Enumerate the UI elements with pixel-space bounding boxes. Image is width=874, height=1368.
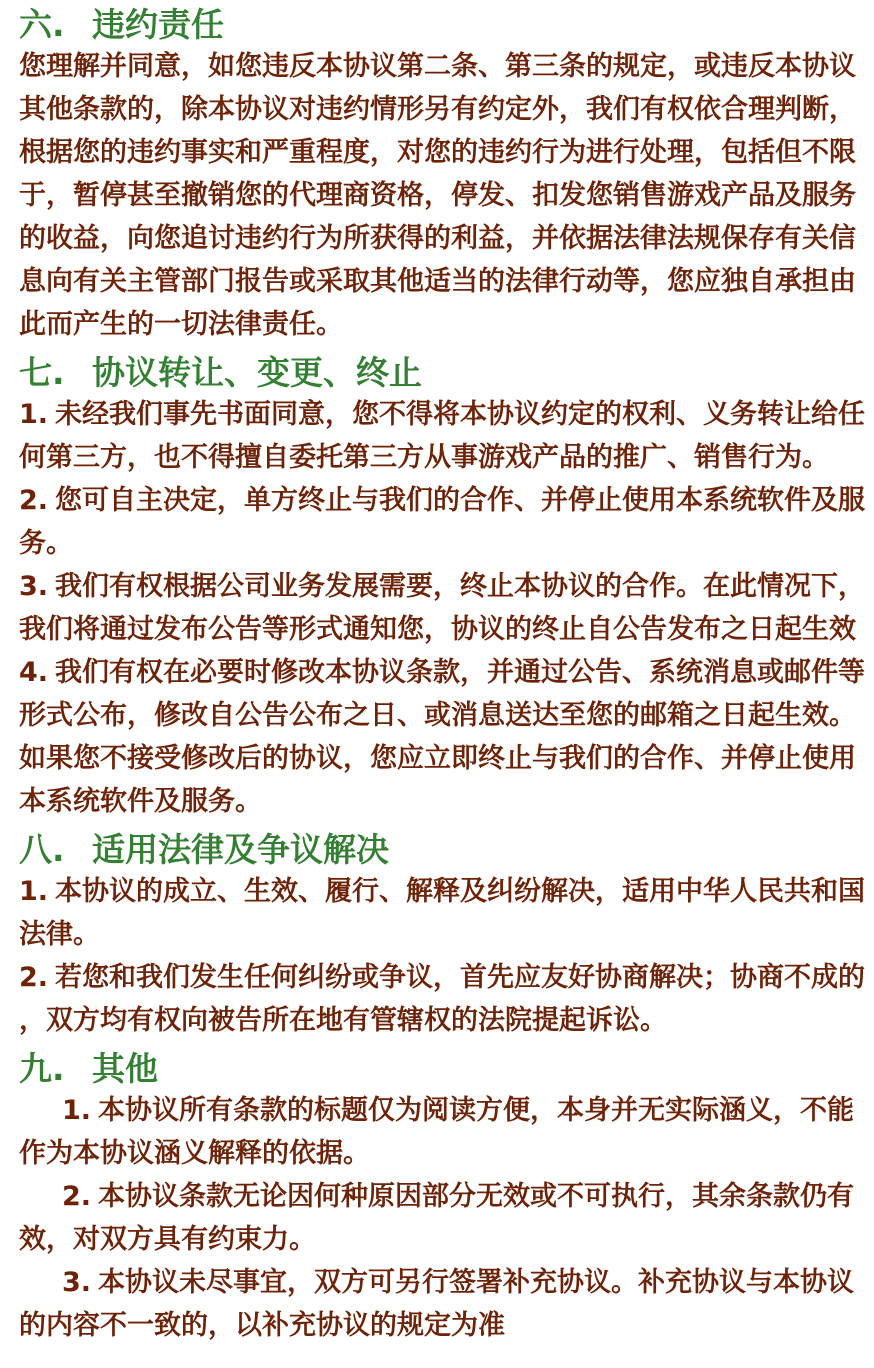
numbered-item — [19, 1261, 866, 1347]
line-text: 本协议所有条款的标题仅为阅读方便，本身并无实际涵义，不能 — [98, 1095, 854, 1126]
text-line: ，双方均有权向被告所在地有管辖权的法院提起诉讼。 — [19, 1005, 667, 1036]
section-heading — [19, 1049, 866, 1089]
text-line — [19, 1261, 866, 1304]
text-line — [19, 956, 866, 999]
text-line: 作为本协议涵义解释的依据。 — [19, 1138, 370, 1169]
numbered-item — [19, 956, 866, 1042]
section-title: 违约责任 — [92, 5, 224, 44]
text-line: 何第三方，也不得擅自委托第三方从事游戏产品的推广、销售行为。 — [19, 442, 829, 473]
section-heading — [19, 5, 866, 45]
text-line: 如果您不接受修改后的协议，您应立即终止与我们的合作、并停止使用 — [19, 743, 856, 774]
line-text: 您可自主决定，单方终止与我们的合作、并停止使用本系统软件及服 — [55, 485, 865, 516]
section-law-dispute-resolution — [19, 830, 866, 1042]
line-text: 本协议的成立、生效、履行、解释及纠纷解决，适用中华人民共和国 — [55, 876, 865, 907]
line-text: 未经我们事先书面同意，您不得将本协议约定的权利、义务转让给任 — [55, 399, 865, 430]
text-line: 其他条款的，除本协议对违约情形另有约定外，我们有权依合理判断， — [19, 94, 856, 125]
numbered-item — [19, 479, 866, 565]
text-line — [19, 651, 866, 694]
item-number: 2. — [19, 962, 49, 993]
section-title: 适用法律及争议解决 — [92, 830, 389, 869]
text-line — [19, 870, 866, 913]
section-number: 六. — [19, 5, 65, 44]
text-line — [19, 45, 866, 88]
text-line: 此而产生的一切法律责任。 — [19, 309, 343, 340]
item-number: 1. — [19, 876, 49, 907]
text-line: 息向有关主管部门报告或采取其他适当的法律行动等，您应独自承担由 — [19, 266, 856, 297]
text-line: 务。 — [19, 528, 73, 559]
numbered-item — [19, 1089, 866, 1175]
text-line — [19, 565, 866, 608]
section-breach-liability — [19, 5, 866, 346]
line-text: 本协议未尽事宜，双方可另行签署补充协议。补充协议与本协议 — [98, 1267, 854, 1298]
section-number: 七. — [19, 353, 65, 392]
paragraph — [19, 45, 866, 346]
text-line: 法律。 — [19, 919, 100, 950]
text-line: 形式公布，修改自公告公布之日、或消息送达至您的邮箱之日起生效。 — [19, 700, 856, 731]
item-number: 2. — [19, 485, 49, 516]
text-line — [19, 393, 866, 436]
numbered-item — [19, 1175, 866, 1261]
section-number: 八. — [19, 830, 65, 869]
line-text: 若您和我们发生任何纠纷或争议，首先应友好协商解决；协商不成的 — [55, 962, 865, 993]
section-heading — [19, 353, 866, 393]
item-number: 1. — [19, 399, 49, 430]
line-text: 本协议条款无论因何种原因部分无效或不可执行，其余条款仍有 — [98, 1181, 854, 1212]
line-text: 我们有权根据公司业务发展需要，终止本协议的合作。在此情况下， — [55, 571, 865, 602]
section-miscellaneous — [19, 1049, 866, 1347]
text-line — [19, 1175, 866, 1218]
item-number: 3. — [19, 571, 49, 602]
text-line: 于，暂停甚至撤销您的代理商资格，停发、扣发您销售游戏产品及服务 — [19, 180, 856, 211]
section-title: 协议转让、变更、终止 — [92, 353, 422, 392]
numbered-item — [19, 870, 866, 956]
line-text: 我们有权在必要时修改本协议条款，并通过公告、系统消息或邮件等 — [55, 657, 865, 688]
text-line: 本系统软件及服务。 — [19, 786, 262, 817]
numbered-item — [19, 651, 866, 823]
section-number: 九. — [19, 1049, 65, 1088]
section-title: 其他 — [92, 1049, 158, 1088]
section-heading — [19, 830, 866, 870]
text-line: 的收益，向您追讨违约行为所获得的利益，并依据法律法规保存有关信 — [19, 223, 856, 254]
text-line: 我们将通过发布公告等形式通知您，协议的终止自公告发布之日起生效 — [19, 614, 856, 645]
line-text: 您理解并同意，如您违反本协议第二条、第三条的规定，或违反本协议 — [19, 51, 856, 82]
text-line — [19, 1089, 866, 1132]
text-line: 效，对双方具有约束力。 — [19, 1224, 316, 1255]
numbered-item — [19, 393, 866, 479]
numbered-item — [19, 565, 866, 651]
section-transfer-change-termination — [19, 353, 866, 823]
item-number: 2. — [62, 1181, 92, 1212]
text-line — [19, 479, 866, 522]
item-number: 3. — [62, 1267, 92, 1298]
text-line: 根据您的违约事实和严重程度，对您的违约行为进行处理，包括但不限 — [19, 137, 856, 168]
text-line: 的内容不一致的，以补充协议的规定为准 — [19, 1310, 505, 1341]
item-number: 1. — [62, 1095, 92, 1126]
item-number: 4. — [19, 657, 49, 688]
